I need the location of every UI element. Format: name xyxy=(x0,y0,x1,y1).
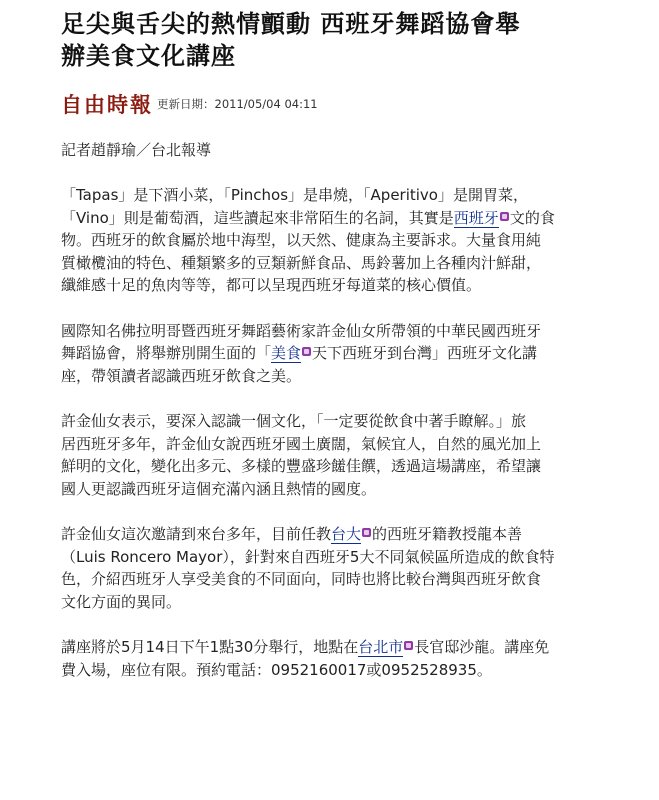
article-meta xyxy=(61,89,627,119)
paragraph-5 xyxy=(61,636,627,681)
paragraph-line: 文化方面的異同。 xyxy=(61,592,182,611)
paragraph-line xyxy=(61,342,627,365)
paragraph-line: （Luis Roncero Mayor），針對來自西班牙5大不同氣候區所造成的飲食特 xyxy=(61,547,555,566)
paragraph-line: 座，帶領讀者認識西班牙飲食之美。 xyxy=(61,366,302,385)
paragraph-line: 物。西班牙的飲食屬於地中海型，以天然、健康為主要訴求。大量食用純 xyxy=(61,231,542,249)
paragraph-1 xyxy=(61,184,627,297)
text-segment: 「Vino」則是葡萄酒，這些讀起來非常陌生的名詞，其實是 xyxy=(61,208,454,227)
text-segment: 長官邸沙龍。講座免 xyxy=(414,638,550,656)
keyword-popup-icon[interactable] xyxy=(302,347,311,356)
keyword-link-food[interactable]: 美食 xyxy=(271,344,302,362)
paragraph-line: 「Tapas」是下酒小菜，「Pinchos」是串燒，「Aperitivo」是開胃菜， xyxy=(61,186,528,204)
keyword-popup-icon[interactable] xyxy=(500,212,509,221)
paragraph-line: 色，介紹西班牙人享受美食的不同面向，同時也將比較台灣與西班牙飲食 xyxy=(61,570,542,588)
paragraph-line: 居西班牙多年，許金仙女說西班牙國土廣闊，氣候宜人，自然的風光加上 xyxy=(61,434,542,453)
text-segment: 天下西班牙到台灣」西班牙文化講 xyxy=(312,344,538,362)
paragraph-line xyxy=(61,207,627,230)
keyword-popup-icon[interactable] xyxy=(404,641,413,650)
paragraph-3 xyxy=(61,410,627,500)
article-byline: 記者趙靜瑜／台北報導 xyxy=(61,141,212,159)
keyword-popup-icon[interactable] xyxy=(362,528,371,537)
article-headline xyxy=(61,8,627,72)
paragraph-line: 質橄欖油的特色、種類繁多的豆類新鮮食品、馬鈴薯加上各種肉汁鮮甜， xyxy=(61,253,542,272)
headline-line-1: 足尖與舌尖的熱情顫動 西班牙舞蹈協會舉 xyxy=(61,9,521,38)
paragraph-4 xyxy=(61,523,627,613)
paragraph-line: 國人更認識西班牙這個充滿內涵且熱情的國度。 xyxy=(61,479,377,498)
update-date-label: 更新日期： xyxy=(157,97,215,111)
text-segment: 舞蹈協會，將舉辦別開生面的「 xyxy=(61,344,272,362)
paragraph-line: 費入場，座位有限。預約電話：0952160017或0952528935。 xyxy=(61,660,492,679)
text-segment: 的西班牙籍教授龍本善 xyxy=(372,525,523,543)
paragraph-line: 許金仙女表示，要深入認識一個文化，「一定要從飲食中著手瞭解。」旅 xyxy=(61,412,527,430)
text-segment: 講座將於5月14日下午1點30分舉行，地點在 xyxy=(61,638,359,656)
paragraph-line xyxy=(61,636,627,659)
headline-line-2: 辦美食文化講座 xyxy=(61,41,236,70)
update-date-value: 2011/05/04 04:11 xyxy=(214,97,318,111)
keyword-link-taipei[interactable]: 台北市 xyxy=(358,638,404,656)
keyword-link-spain[interactable]: 西班牙 xyxy=(453,208,499,227)
text-segment: 文的食 xyxy=(509,208,555,227)
paragraph-line: 纖維感十足的魚肉等等，都可以呈現西班牙每道菜的核心價值。 xyxy=(61,276,482,294)
paragraph-line xyxy=(61,523,627,546)
text-segment: 許金仙女這次邀請到來台多年，目前任教 xyxy=(61,525,332,543)
paragraph-2 xyxy=(61,320,627,388)
keyword-link-ntu[interactable]: 台大 xyxy=(331,525,362,543)
paragraph-line: 鮮明的文化，變化出多元、多樣的豐盛珍饈佳饌，透過這場講座，希望讓 xyxy=(61,457,542,475)
newspaper-logo: 自由時報 xyxy=(61,92,153,117)
paragraph-line: 國際知名佛拉明哥暨西班牙舞蹈藝術家許金仙女所帶領的中華民國西班牙 xyxy=(61,321,542,340)
